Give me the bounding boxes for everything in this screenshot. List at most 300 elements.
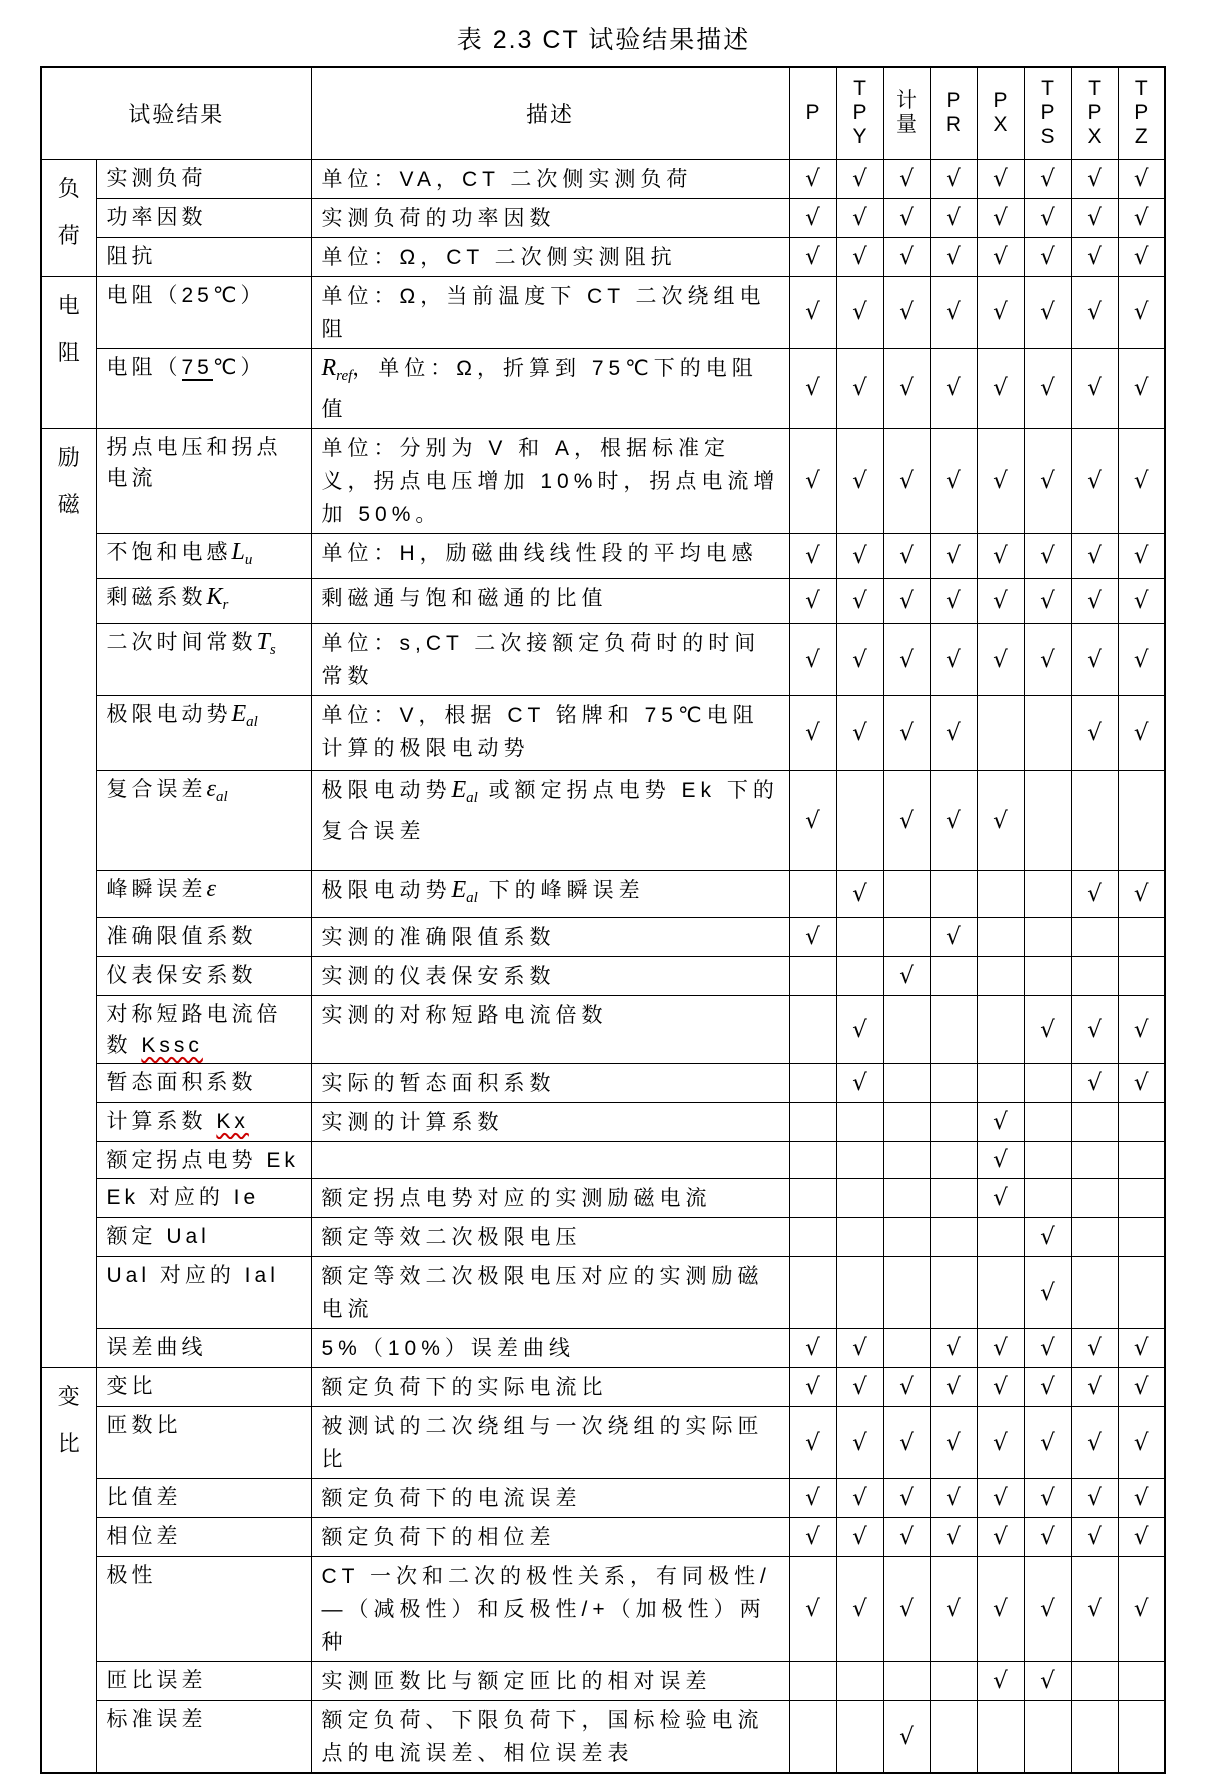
description-cell: 额定拐点电势对应的实测励磁电流: [311, 1179, 789, 1218]
check-cell-PX: [977, 198, 1024, 237]
table-row: [41, 918, 1165, 957]
test-result-cell: 电阻（25℃）: [96, 276, 311, 348]
checkmark-icon: √: [805, 1374, 820, 1401]
checkmark-icon: √: [1133, 204, 1149, 231]
checkmark-icon: √: [993, 807, 1008, 834]
check-cell-TPY: [836, 428, 883, 533]
check-cell-P: [789, 771, 836, 871]
check-cell-PX: [977, 1701, 1024, 1774]
row-group-label: 励 磁: [41, 428, 96, 1368]
table-row: [41, 1368, 1165, 1407]
checkmark-icon: √: [852, 1429, 867, 1456]
checkmark-icon: √: [805, 1485, 820, 1512]
checkmark-icon: √: [1133, 646, 1149, 673]
spellcheck-underlined-text: Kx: [216, 1110, 249, 1134]
check-cell-TPS: [1024, 1103, 1071, 1142]
check-cell-P: [789, 348, 836, 428]
check-cell-计量: [883, 1662, 930, 1701]
checkmark-icon: √: [899, 204, 914, 231]
check-cell-TPZ: [1118, 1064, 1165, 1103]
checkmark-icon: √: [1040, 1524, 1055, 1551]
checkmark-icon: √: [946, 299, 961, 325]
test-result-cell: 比值差: [96, 1479, 311, 1518]
check-cell-P: [789, 1064, 836, 1103]
description-cell: 额定负荷下的电流误差: [311, 1479, 789, 1518]
checkmark-icon: √: [805, 1335, 820, 1362]
check-cell-TPY: [836, 1557, 883, 1662]
check-cell-PX: [977, 1407, 1024, 1479]
check-cell-TPY: [836, 1329, 883, 1368]
test-result-cell: 额定 Ual: [96, 1218, 311, 1257]
check-cell-P: [789, 1407, 836, 1479]
checkmark-icon: √: [1087, 299, 1102, 325]
class-label: T P S: [1040, 77, 1055, 149]
check-cell-TPX: [1071, 237, 1118, 276]
description-cell: 5%（10%）误差曲线: [311, 1329, 789, 1368]
check-cell-TPZ: [1118, 1329, 1165, 1368]
underlined-text: 75: [181, 355, 213, 379]
checkmark-icon: √: [946, 924, 961, 951]
check-cell-TPX: [1071, 1179, 1118, 1218]
test-result-cell: 极性: [96, 1557, 311, 1662]
col-header-class-TPS: [1024, 67, 1071, 159]
check-cell-TPX: [1071, 1368, 1118, 1407]
checkmark-icon: √: [1133, 243, 1149, 270]
description-cell: 极限电动势$E_{al}$ 下的峰瞬误差: [311, 871, 789, 918]
check-cell-PR: [930, 1518, 977, 1557]
check-cell-TPX: [1071, 1142, 1118, 1179]
check-cell-P: [789, 1518, 836, 1557]
check-cell-计量: [883, 1557, 930, 1662]
math-symbol: $E_{al}$: [451, 777, 478, 807]
table-row: [41, 159, 1165, 198]
checkmark-icon: √: [993, 243, 1008, 270]
check-cell-PX: [977, 533, 1024, 578]
check-cell-P: [789, 276, 836, 348]
check-cell-TPS: [1024, 276, 1071, 348]
checkmark-icon: √: [946, 1596, 961, 1623]
checkmark-icon: √: [1040, 1224, 1055, 1251]
check-cell-TPZ: [1118, 1701, 1165, 1774]
checkmark-icon: √: [852, 646, 867, 673]
table-row: [41, 428, 1165, 533]
check-cell-计量: [883, 1064, 930, 1103]
checkmark-icon: √: [852, 1374, 867, 1401]
check-cell-TPY: [836, 1518, 883, 1557]
check-cell-TPZ: [1118, 533, 1165, 578]
check-cell-P: [789, 1329, 836, 1368]
check-cell-P: [789, 871, 836, 918]
check-cell-PX: [977, 1479, 1024, 1518]
check-cell-TPS: [1024, 1479, 1071, 1518]
checkmark-icon: √: [852, 1070, 867, 1097]
check-cell-TPS: [1024, 957, 1071, 996]
check-cell-TPX: [1071, 696, 1118, 771]
checkmark-icon: √: [946, 165, 961, 192]
check-cell-TPY: [836, 918, 883, 957]
test-result-cell: 暂态面积系数: [96, 1064, 311, 1103]
math-symbol: $K_r$: [206, 583, 229, 614]
checkmark-icon: √: [805, 165, 820, 192]
check-cell-PX: [977, 1557, 1024, 1662]
checkmark-icon: √: [946, 646, 961, 673]
checkmark-icon: √: [1087, 1596, 1102, 1623]
description-cell: 实测的计算系数: [311, 1103, 789, 1142]
description-cell: [311, 1142, 789, 1179]
check-cell-PX: [977, 237, 1024, 276]
checkmark-icon: √: [805, 375, 820, 402]
checkmark-icon: √: [1133, 1485, 1149, 1512]
check-cell-计量: [883, 1329, 930, 1368]
table-row: [41, 1218, 1165, 1257]
test-result-cell: 拐点电压和拐点电流: [96, 428, 311, 533]
check-cell-TPS: [1024, 1407, 1071, 1479]
table-row: [41, 624, 1165, 696]
checkmark-icon: √: [899, 165, 914, 192]
check-cell-TPY: [836, 624, 883, 696]
checkmark-icon: √: [805, 646, 820, 673]
check-cell-PR: [930, 1329, 977, 1368]
checkmark-icon: √: [805, 1524, 820, 1551]
checkmark-icon: √: [1040, 542, 1055, 569]
checkmark-icon: √: [1087, 1524, 1102, 1551]
check-cell-PR: [930, 957, 977, 996]
check-cell-TPX: [1071, 1329, 1118, 1368]
check-cell-TPS: [1024, 1557, 1071, 1662]
checkmark-icon: √: [1040, 587, 1055, 614]
check-cell-计量: [883, 1407, 930, 1479]
check-cell-TPZ: [1118, 696, 1165, 771]
checkmark-icon: √: [993, 1429, 1008, 1456]
checkmark-icon: √: [852, 467, 867, 494]
check-cell-TPS: [1024, 428, 1071, 533]
check-cell-TPY: [836, 1257, 883, 1329]
math-symbol: $E_{al}$: [231, 701, 258, 731]
checkmark-icon: √: [852, 375, 867, 402]
checkmark-icon: √: [946, 587, 961, 614]
checkmark-icon: √: [1087, 1070, 1102, 1097]
spellcheck-underlined-text: Kssc: [141, 1034, 203, 1058]
check-cell-TPZ: [1118, 276, 1165, 348]
checkmark-icon: √: [946, 542, 961, 569]
table-row: [41, 696, 1165, 771]
table-row: [41, 957, 1165, 996]
description-cell: 单位：s,CT 二次接额定负荷时的时间常数: [311, 624, 789, 696]
description-cell: 额定负荷、下限负荷下，国标检验电流点的电流误差、相位误差表: [311, 1701, 789, 1774]
check-cell-TPX: [1071, 1701, 1118, 1774]
test-result-cell: 标准误差: [96, 1701, 311, 1774]
col-header-class-PX: [977, 67, 1024, 159]
check-cell-TPX: [1071, 428, 1118, 533]
description-cell: $R_{ref}$，单位：Ω，折算到 75℃下的电阻值: [311, 348, 789, 428]
description-cell: 额定负荷下的实际电流比: [311, 1368, 789, 1407]
checkmark-icon: √: [852, 165, 867, 192]
table-row: [41, 198, 1165, 237]
checkmark-icon: √: [993, 1147, 1008, 1174]
check-cell-PR: [930, 1479, 977, 1518]
checkmark-icon: √: [1040, 1016, 1055, 1043]
check-cell-TPY: [836, 1701, 883, 1774]
check-cell-TPY: [836, 957, 883, 996]
checkmark-icon: √: [899, 1485, 914, 1512]
checkmark-icon: √: [1040, 1374, 1055, 1401]
class-label: T P Z: [1134, 77, 1149, 149]
check-cell-PX: [977, 871, 1024, 918]
table-title: 表 2.3 CT 试验结果描述: [456, 26, 751, 54]
checkmark-icon: √: [1133, 299, 1149, 325]
checkmark-icon: √: [946, 720, 961, 747]
checkmark-icon: √: [852, 299, 867, 325]
math-symbol: ε: [206, 876, 216, 903]
checkmark-icon: √: [1133, 1429, 1149, 1456]
table-row: [41, 1518, 1165, 1557]
check-cell-PR: [930, 1179, 977, 1218]
check-cell-TPX: [1071, 957, 1118, 996]
checkmark-icon: √: [993, 1374, 1008, 1401]
check-cell-TPX: [1071, 1479, 1118, 1518]
check-cell-PR: [930, 1103, 977, 1142]
test-result-cell: 对称短路电流倍数 Kssc: [96, 996, 311, 1064]
check-cell-PR: [930, 624, 977, 696]
check-cell-P: [789, 918, 836, 957]
checkmark-icon: √: [1133, 375, 1149, 402]
description-cell: 额定等效二次极限电压对应的实测励磁电流: [311, 1257, 789, 1329]
checkmark-icon: √: [946, 1374, 961, 1401]
check-cell-PX: [977, 1218, 1024, 1257]
row-group-label: 负 荷: [41, 159, 96, 276]
table-row: [41, 578, 1165, 623]
checkmark-icon: √: [946, 1485, 961, 1512]
check-cell-TPY: [836, 578, 883, 623]
check-cell-PX: [977, 1329, 1024, 1368]
check-cell-TPS: [1024, 237, 1071, 276]
checkmark-icon: √: [993, 1109, 1008, 1136]
check-cell-计量: [883, 1179, 930, 1218]
check-cell-TPX: [1071, 1103, 1118, 1142]
description-cell: 实测的对称短路电流倍数: [311, 996, 789, 1064]
check-cell-PX: [977, 1142, 1024, 1179]
checkmark-icon: √: [1040, 1279, 1055, 1306]
check-cell-TPZ: [1118, 1142, 1165, 1179]
table-row: [41, 1407, 1165, 1479]
check-cell-计量: [883, 1218, 930, 1257]
check-cell-TPX: [1071, 918, 1118, 957]
check-cell-PX: [977, 771, 1024, 871]
table-header: [41, 67, 1165, 159]
check-cell-TPY: [836, 198, 883, 237]
check-cell-P: [789, 1142, 836, 1179]
checkmark-icon: √: [993, 1596, 1008, 1623]
check-cell-计量: [883, 578, 930, 623]
checkmark-icon: √: [1087, 375, 1102, 402]
checkmark-icon: √: [852, 1335, 867, 1362]
check-cell-TPS: [1024, 1701, 1071, 1774]
check-cell-PX: [977, 624, 1024, 696]
check-cell-TPY: [836, 996, 883, 1064]
checkmark-icon: √: [1040, 1668, 1055, 1695]
checkmark-icon: √: [1040, 467, 1055, 494]
test-result-cell: 极限电动势$E_{al}$: [96, 696, 311, 771]
check-cell-PR: [930, 918, 977, 957]
checkmark-icon: √: [852, 1596, 867, 1623]
check-cell-PR: [930, 871, 977, 918]
checkmark-icon: √: [805, 1596, 820, 1623]
check-cell-TPZ: [1118, 918, 1165, 957]
checkmark-icon: √: [1087, 243, 1102, 270]
checkmark-icon: √: [1133, 542, 1149, 569]
check-cell-TPY: [836, 1218, 883, 1257]
check-cell-PX: [977, 696, 1024, 771]
check-cell-PR: [930, 1701, 977, 1774]
check-cell-P: [789, 159, 836, 198]
col-header-class-TPZ: [1118, 67, 1165, 159]
check-cell-TPS: [1024, 996, 1071, 1064]
check-cell-PX: [977, 918, 1024, 957]
check-cell-P: [789, 1701, 836, 1774]
test-result-cell: 剩磁系数$K_r$: [96, 578, 311, 623]
checkmark-icon: √: [993, 1524, 1008, 1551]
check-cell-计量: [883, 237, 930, 276]
table-row: [41, 1329, 1165, 1368]
check-cell-P: [789, 1257, 836, 1329]
checkmark-icon: √: [899, 1524, 914, 1551]
checkmark-icon: √: [852, 720, 867, 747]
checkmark-icon: √: [993, 299, 1008, 325]
check-cell-TPY: [836, 276, 883, 348]
check-cell-PX: [977, 1103, 1024, 1142]
test-result-cell: 不饱和电感$L_u$: [96, 533, 311, 578]
checkmark-icon: √: [1040, 299, 1055, 325]
check-cell-PR: [930, 1064, 977, 1103]
test-result-cell: 阻抗: [96, 237, 311, 276]
check-cell-TPZ: [1118, 1479, 1165, 1518]
table-row: [41, 1701, 1165, 1774]
checkmark-icon: √: [899, 375, 914, 402]
check-cell-TPY: [836, 1479, 883, 1518]
test-result-cell: Ual 对应的 Ial: [96, 1257, 311, 1329]
checkmark-icon: √: [805, 542, 820, 569]
test-result-cell: 二次时间常数$T_s$: [96, 624, 311, 696]
test-result-cell: 仪表保安系数: [96, 957, 311, 996]
math-symbol: $R_{ref}$: [321, 354, 353, 384]
check-cell-TPX: [1071, 871, 1118, 918]
check-cell-TPY: [836, 159, 883, 198]
check-cell-TPS: [1024, 348, 1071, 428]
check-cell-P: [789, 237, 836, 276]
checkmark-icon: √: [1087, 542, 1102, 569]
checkmark-icon: √: [1087, 165, 1102, 192]
check-cell-TPS: [1024, 198, 1071, 237]
math-symbol: $\varepsilon_{al}$: [206, 776, 228, 806]
math-symbol: $E_{al}$: [451, 877, 478, 907]
description-cell: 单位：VA，CT 二次侧实测负荷: [311, 159, 789, 198]
check-cell-TPY: [836, 871, 883, 918]
checkmark-icon: √: [993, 542, 1008, 569]
class-label: 计 量: [896, 89, 917, 137]
description-cell: 被测试的二次绕组与一次绕组的实际匝比: [311, 1407, 789, 1479]
check-cell-计量: [883, 1701, 930, 1774]
table-row: [41, 1179, 1165, 1218]
check-cell-PR: [930, 533, 977, 578]
row-group-label: 电 阻: [41, 276, 96, 428]
description-cell: 实测匝数比与额定匝比的相对误差: [311, 1662, 789, 1701]
checkmark-icon: √: [1133, 165, 1149, 192]
checkmark-icon: √: [1040, 375, 1055, 402]
check-cell-TPX: [1071, 996, 1118, 1064]
check-cell-TPS: [1024, 771, 1071, 871]
check-cell-PR: [930, 1142, 977, 1179]
check-cell-TPZ: [1118, 1518, 1165, 1557]
class-label: P R: [945, 89, 962, 137]
checkmark-icon: √: [805, 204, 820, 231]
checkmark-icon: √: [946, 243, 961, 270]
check-cell-TPY: [836, 237, 883, 276]
checkmark-icon: √: [993, 1185, 1008, 1212]
checkmark-icon: √: [946, 1335, 961, 1362]
check-cell-TPS: [1024, 624, 1071, 696]
check-cell-计量: [883, 533, 930, 578]
checkmark-icon: √: [946, 1429, 961, 1456]
checkmark-icon: √: [1087, 204, 1102, 231]
test-result-cell: 实测负荷: [96, 159, 311, 198]
check-cell-TPZ: [1118, 1218, 1165, 1257]
check-cell-PR: [930, 771, 977, 871]
check-cell-计量: [883, 696, 930, 771]
table-row: [41, 1662, 1165, 1701]
check-cell-P: [789, 1557, 836, 1662]
test-result-cell: 误差曲线: [96, 1329, 311, 1368]
checkmark-icon: √: [1087, 646, 1102, 673]
check-cell-PX: [977, 1518, 1024, 1557]
checkmark-icon: √: [1040, 204, 1055, 231]
check-cell-TPX: [1071, 276, 1118, 348]
check-cell-TPX: [1071, 1064, 1118, 1103]
check-cell-TPS: [1024, 1257, 1071, 1329]
checkmark-icon: √: [1040, 1335, 1055, 1362]
checkmark-icon: √: [993, 204, 1008, 231]
checkmark-icon: √: [899, 720, 914, 747]
check-cell-TPZ: [1118, 1557, 1165, 1662]
check-cell-计量: [883, 1257, 930, 1329]
table-row: [41, 237, 1165, 276]
check-cell-P: [789, 198, 836, 237]
checkmark-icon: √: [993, 1485, 1008, 1512]
check-cell-TPZ: [1118, 996, 1165, 1064]
table-row: [41, 771, 1165, 871]
check-cell-TPZ: [1118, 1407, 1165, 1479]
checkmark-icon: √: [993, 165, 1008, 192]
test-result-cell: 复合误差$\varepsilon_{al}$: [96, 771, 311, 871]
table-row: [41, 1257, 1165, 1329]
checkmark-icon: √: [1133, 1016, 1149, 1043]
check-cell-TPZ: [1118, 237, 1165, 276]
check-cell-TPZ: [1118, 1103, 1165, 1142]
check-cell-TPX: [1071, 771, 1118, 871]
check-cell-TPZ: [1118, 578, 1165, 623]
description-cell: 极限电动势$E_{al}$ 或额定拐点电势 Ek 下的复合误差: [311, 771, 789, 871]
check-cell-P: [789, 1662, 836, 1701]
check-cell-P: [789, 624, 836, 696]
checkmark-icon: √: [899, 1429, 914, 1456]
checkmark-icon: √: [899, 587, 914, 614]
table-row: [41, 1103, 1165, 1142]
test-result-cell: 电阻（75℃）: [96, 348, 311, 428]
check-cell-PR: [930, 348, 977, 428]
checkmark-icon: √: [1133, 1596, 1149, 1623]
check-cell-TPX: [1071, 578, 1118, 623]
check-cell-TPS: [1024, 1179, 1071, 1218]
check-cell-TPX: [1071, 159, 1118, 198]
